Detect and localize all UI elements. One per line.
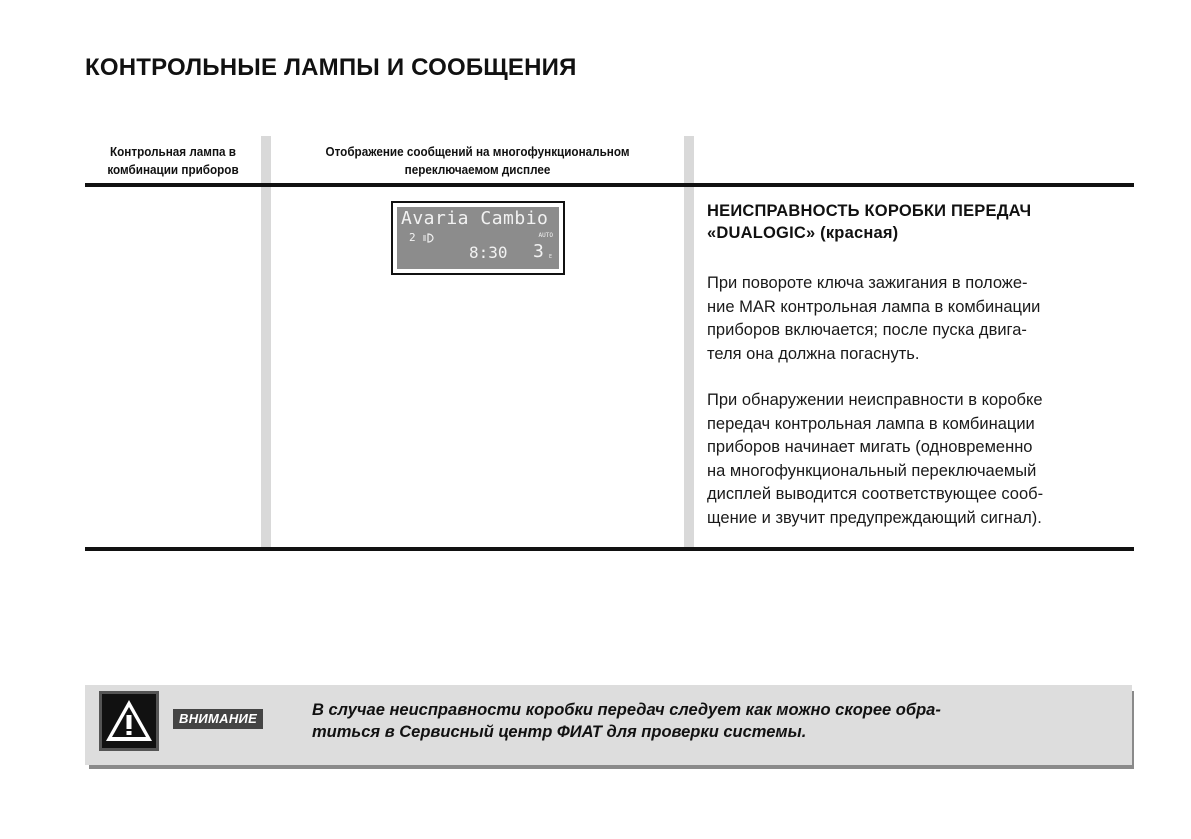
display-time: 8:30 xyxy=(469,243,508,262)
multifunction-display xyxy=(391,201,565,275)
paragraph-line: дисплей выводится соответствующее сооб- xyxy=(707,485,1044,503)
description-paragraph-1 xyxy=(707,272,1132,366)
display-mode: AUTO xyxy=(538,232,553,239)
warning-text-line2: титься в Сервисный центр ФИАТ для проверки системы. xyxy=(312,723,807,741)
table-bottom-rule xyxy=(85,547,1134,551)
warning-title-line2: «DUALOGIC» (красная) xyxy=(707,224,899,242)
headlight-icon xyxy=(422,231,434,244)
paragraph-line: ние MAR контрольная лампа в комбинации xyxy=(707,297,1041,316)
paragraph-line: теля она должна погаснуть. xyxy=(707,344,920,363)
display-screen xyxy=(397,207,559,269)
paragraph-line: При повороте ключа зажигания в положе- xyxy=(707,274,1028,292)
warning-title xyxy=(707,200,1127,244)
table-header-lamp-line2: комбинации приборов xyxy=(107,162,239,177)
paragraph-line: щение и звучит предупреждающий сигнал). xyxy=(707,508,1042,527)
display-message: Avaria Cambio xyxy=(401,208,549,229)
paragraph-line: При обнаружении неисправности в коробке xyxy=(707,391,1043,409)
paragraph-line: на многофункциональный переключаемый xyxy=(707,461,1037,480)
description-paragraph-2 xyxy=(707,389,1132,530)
display-gear-mode: E xyxy=(549,254,553,260)
paragraph-line: передач контрольная лампа в комбинации xyxy=(707,414,1035,433)
column-divider-2 xyxy=(684,136,694,548)
table-header-lamp-line1: Контрольная лампа в xyxy=(110,144,236,159)
paragraph-line: приборов включается; после пуска двига- xyxy=(707,321,1027,339)
display-indicator-number: 2 xyxy=(409,231,416,244)
table-header-rule xyxy=(85,183,1134,187)
display-gear: 3 xyxy=(533,241,544,262)
warning-triangle-icon xyxy=(99,691,159,751)
warning-text xyxy=(312,699,1102,743)
warning-text-line1: В случае неисправности коробки передач следует как можно скорее обра- xyxy=(312,701,941,719)
warning-badge: ВНИМАНИЕ xyxy=(173,709,263,729)
table-header-display-line1: Отображение сообщений на многофункциональном xyxy=(325,144,630,159)
warning-banner xyxy=(85,685,1132,765)
column-divider-1 xyxy=(261,136,271,548)
display-indicator-left xyxy=(409,231,434,244)
warning-title-line1: НЕИСПРАВНОСТЬ КОРОБКИ ПЕРЕДАЧ xyxy=(707,202,1032,220)
table-header-display-line2: переключаемом дисплее xyxy=(404,162,551,177)
page-title: КОНТРОЛЬНЫЕ ЛАМПЫ И СООБЩЕНИЯ xyxy=(85,54,577,81)
paragraph-line: приборов начинает мигать (одновременно xyxy=(707,438,1033,456)
